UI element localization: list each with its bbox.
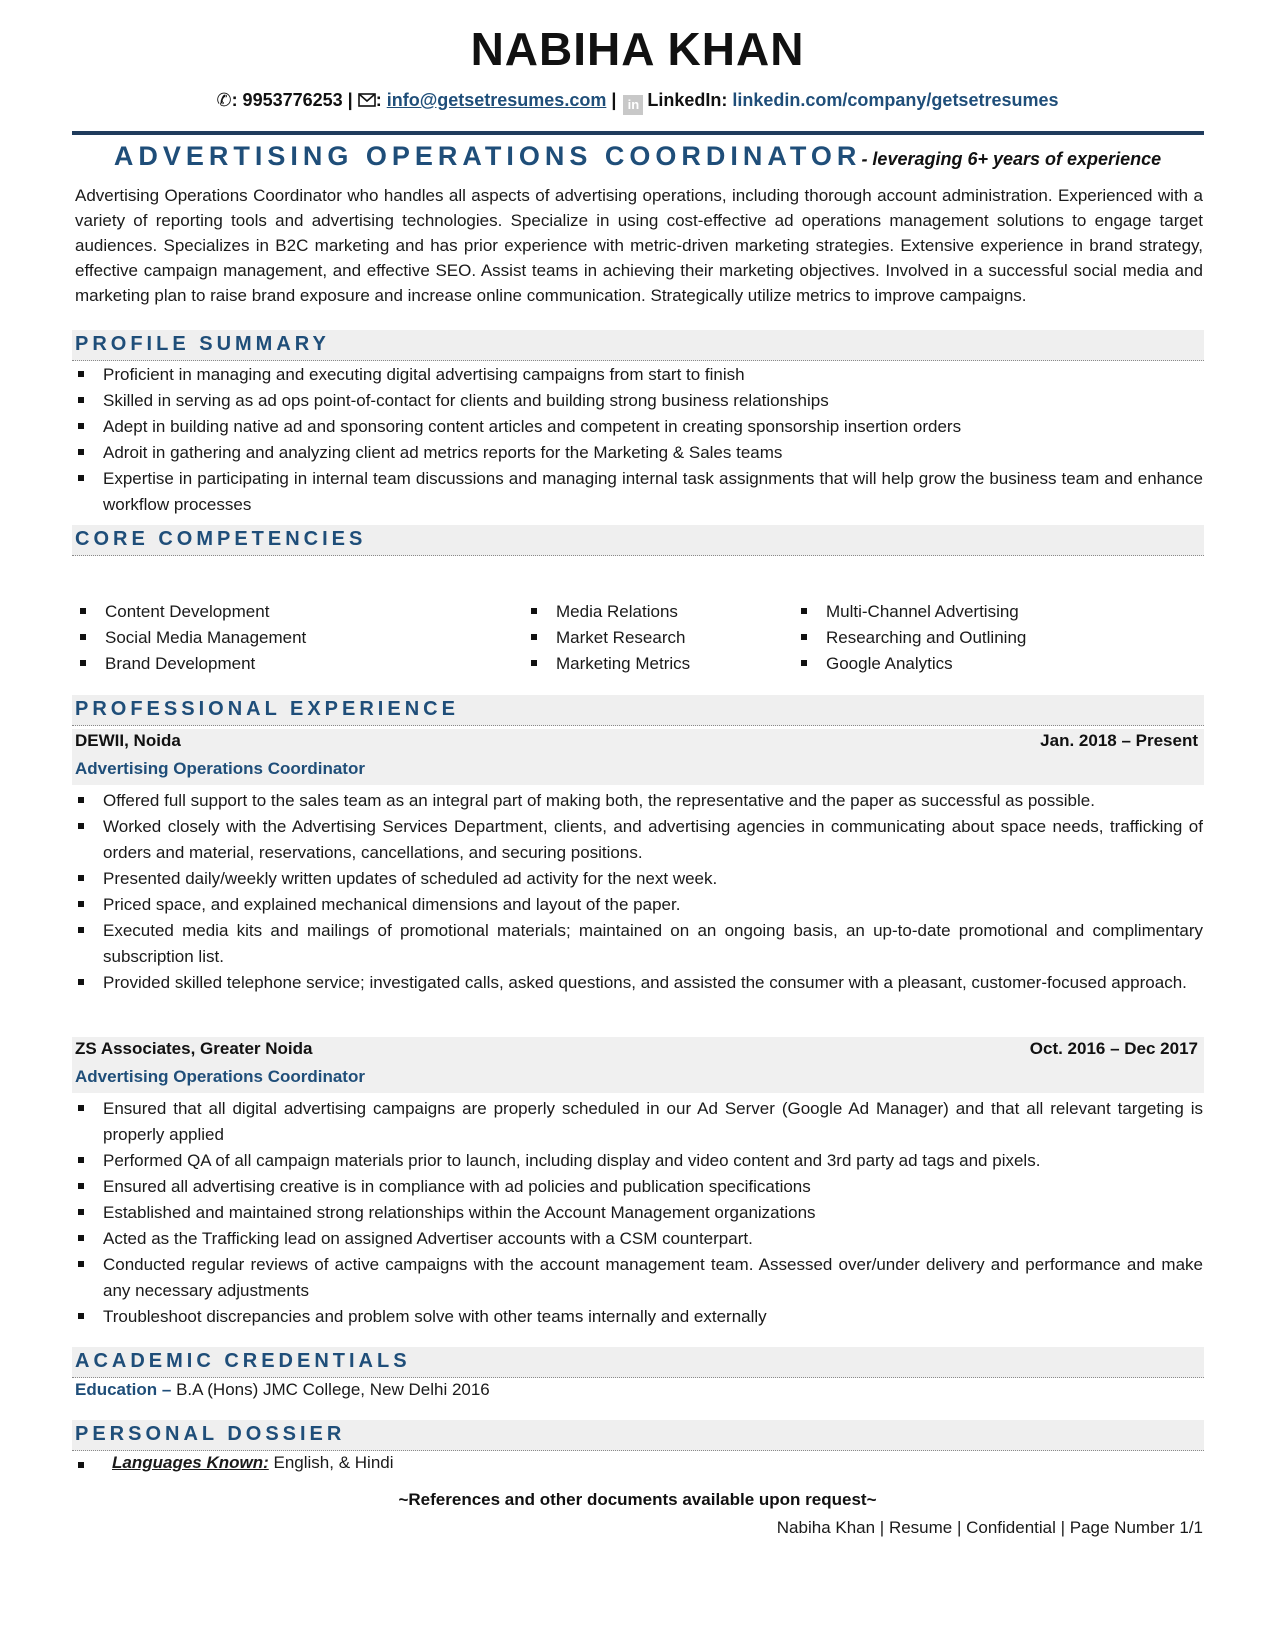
job-header <box>72 729 1204 785</box>
competencies-column-1 <box>77 599 306 677</box>
experience-tagline: - leveraging 6+ years of experience <box>861 149 1162 169</box>
list-item: Google Analytics <box>798 651 1026 677</box>
list-item: Expertise in participating in internal team discussions and managing internal task assignments that will help grow the business team and enhance workflow processes <box>75 466 1203 518</box>
section-heading: CORE COMPETENCIES <box>75 528 367 550</box>
section-core-competencies <box>72 525 1204 556</box>
list-item: Troubleshoot discrepancies and problem solve with other teams internally and externally <box>75 1304 1203 1330</box>
languages-label: Languages Known: <box>112 1453 269 1472</box>
list-item: Content Development <box>77 599 306 625</box>
list-item: Adept in building native ad and sponsoring content articles and competent in creating sponsorship insertion orders <box>75 414 1203 440</box>
job-responsibilities <box>75 788 1203 996</box>
list-item: Adroit in gathering and analyzing client ad metrics reports for the Marketing & Sales teams <box>75 440 1203 466</box>
list-item: Marketing Metrics <box>528 651 690 677</box>
linkedin-link[interactable]: linkedin.com/company/getsetresumes <box>732 90 1059 110</box>
company-name: DEWII, Noida <box>75 731 181 750</box>
section-heading: PROFESSIONAL EXPERIENCE <box>75 698 459 720</box>
intro-paragraph: Advertising Operations Coordinator who handles all aspects of advertising operations, including thorough account administration. Experienced with a variety of reporting tools and advertising technologies. Specialize in using cost-effective ad operations management solutions to engage target audiences. Specializes in B2C marketing and has prior experience with metric-driven marketing strategies. Extensive experience in brand strategy, effective campaign management, and effective SEO. Assist teams in achieving their marketing objectives. Involved in a successful social media and marketing plan to raise brand exposure and increase online communication. Strategically utilize metrics to improve campaigns. <box>75 186 1203 305</box>
company-name: ZS Associates, Greater Noida <box>75 1039 313 1058</box>
list-item: Proficient in managing and executing digital advertising campaigns from start to finish <box>75 362 1203 388</box>
list-item: Priced space, and explained mechanical dimensions and layout of the paper. <box>75 892 1203 918</box>
candidate-name: NABIHA KHAN <box>470 23 805 75</box>
header-divider <box>72 131 1204 135</box>
list-item: Social Media Management <box>77 625 306 651</box>
list-item: Acted as the Trafficking lead on assigned Advertiser accounts with a CSM counterpart. <box>75 1226 1203 1252</box>
list-item: Offered full support to the sales team as an integral part of making both, the representative and the paper as successful as possible. <box>75 788 1203 814</box>
list-item: Researching and Outlining <box>798 625 1026 651</box>
languages-entry <box>75 1453 394 1473</box>
references-note: ~References and other documents available upon request~ <box>398 1490 877 1509</box>
target-role: ADVERTISING OPERATIONS COORDINATOR <box>113 141 862 171</box>
section-heading: ACADEMIC CREDENTIALS <box>75 1350 411 1372</box>
job-dates: Jan. 2018 – Present <box>1040 731 1198 750</box>
list-item: Performed QA of all campaign materials prior to launch, including display and video content and 3rd party ad tags and pixels. <box>75 1148 1203 1174</box>
section-heading: PROFILE SUMMARY <box>75 333 330 355</box>
list-item: Worked closely with the Advertising Services Department, clients, and advertising agencies in communicating about space needs, trafficking of orders and material, reservations, cancellations, and securing positions. <box>75 814 1203 866</box>
education-entry <box>75 1380 490 1400</box>
list-item: Skilled in serving as ad ops point-of-contact for clients and building strong business relationships <box>75 388 1203 414</box>
list-item: Established and maintained strong relationships within the Account Management organizations <box>75 1200 1203 1226</box>
job-title: Advertising Operations Coordinator <box>75 759 365 778</box>
email-link[interactable]: info@getsetresumes.com <box>386 90 607 110</box>
list-item: Executed media kits and mailings of promotional materials; maintained on an ongoing basis, an up-to-date promotional and complimentary subscription list. <box>75 918 1203 970</box>
education-label: Education – <box>75 1380 177 1399</box>
list-item: Presented daily/weekly written updates of scheduled ad activity for the next week. <box>75 866 1203 892</box>
competencies-column-2 <box>528 599 690 677</box>
list-item: Market Research <box>528 625 690 651</box>
list-item: Media Relations <box>528 599 690 625</box>
job-header <box>72 1037 1204 1093</box>
list-item: Multi-Channel Advertising <box>798 599 1026 625</box>
job-responsibilities <box>75 1096 1203 1330</box>
section-profile-summary <box>72 330 1204 361</box>
separator: | <box>606 90 622 110</box>
section-professional-experience <box>72 695 1204 726</box>
education-value: B.A (Hons) JMC College, New Delhi 2016 <box>176 1380 490 1399</box>
competencies-column-3 <box>798 599 1026 677</box>
profile-summary-list <box>75 362 1203 518</box>
job-title: Advertising Operations Coordinator <box>75 1067 365 1086</box>
job-dates: Oct. 2016 – Dec 2017 <box>1029 1039 1198 1058</box>
languages-value: English, & Hindi <box>268 1453 394 1472</box>
envelope-icon <box>358 90 376 110</box>
email-label: : <box>375 90 387 110</box>
separator: | <box>342 90 358 110</box>
list-item: Conducted regular reviews of active campaigns with the account management team. Assessed over/under delivery and performance and make any necessary adjustments <box>75 1252 1203 1304</box>
list-item: Provided skilled telephone service; investigated calls, asked questions, and assisted the consumer with a pleasant, customer-focused approach. <box>75 970 1203 996</box>
list-item: Brand Development <box>77 651 306 677</box>
list-item: Ensured that all digital advertising campaigns are properly scheduled in our Ad Server (Google Ad Manager) and that all relevant targeting is properly applied <box>75 1096 1203 1148</box>
list-item: Ensured all advertising creative is in compliance with ad policies and publication specifications <box>75 1174 1203 1200</box>
section-academic-credentials <box>72 1347 1204 1378</box>
section-personal-dossier <box>72 1420 1204 1451</box>
headline <box>0 141 1275 172</box>
linkedin-label: LinkedIn: <box>647 90 733 110</box>
page-footer: Nabiha Khan | Resume | Confidential | Page Number 1/1 <box>776 1518 1203 1537</box>
phone-number: ✆: 9953776253 <box>216 90 343 110</box>
section-heading: PERSONAL DOSSIER <box>75 1423 346 1445</box>
contact-line <box>0 90 1275 115</box>
linkedin-icon: in <box>623 95 643 115</box>
